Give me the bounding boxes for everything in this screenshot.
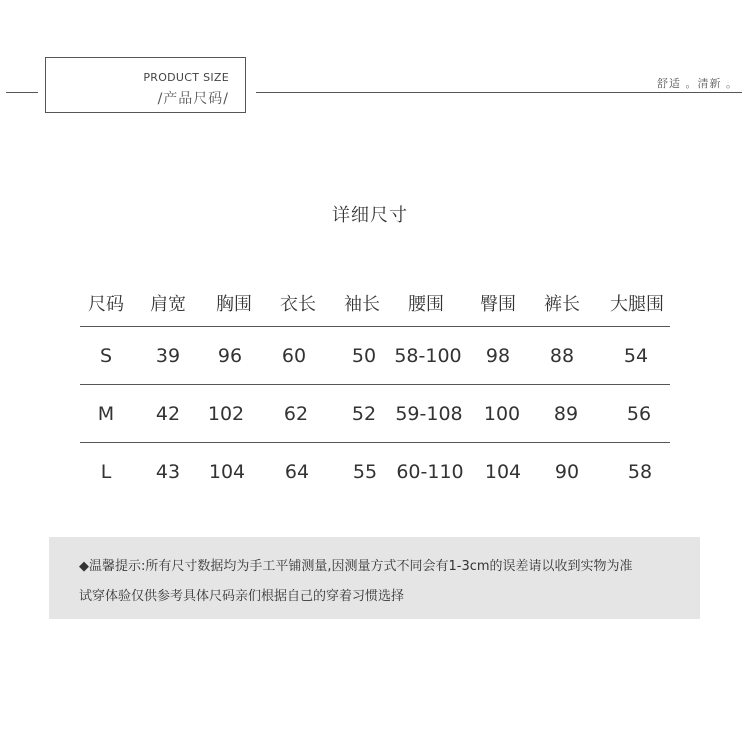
column-header: 腰围 xyxy=(408,294,444,315)
header-rule-left xyxy=(6,92,38,93)
table-cell: 90 xyxy=(554,460,580,483)
size-table xyxy=(80,280,670,500)
table-cell: 50 xyxy=(351,344,377,367)
table-cell: M xyxy=(97,402,115,425)
table-header-row xyxy=(80,280,670,327)
table-row xyxy=(80,443,670,500)
table-cell: 100 xyxy=(483,402,521,425)
notice-line-2: 试穿体验仅供参考具体尺码亲们根据自己的穿着习惯选择 xyxy=(79,589,405,604)
table-cell: 52 xyxy=(351,402,377,425)
table-cell: 104 xyxy=(208,460,246,483)
table-cell: 59-108 xyxy=(395,402,463,425)
table-cell: 88 xyxy=(549,344,575,367)
table-row xyxy=(80,385,670,443)
table-cell: S xyxy=(99,344,113,367)
column-header: 裤长 xyxy=(544,294,580,315)
table-cell: 62 xyxy=(283,402,309,425)
header-title-cn: /产品尺码/ xyxy=(157,91,229,107)
column-header: 肩宽 xyxy=(150,294,186,315)
header-rule-right xyxy=(256,92,742,93)
column-header: 衣长 xyxy=(280,294,316,315)
column-header: 胸围 xyxy=(216,294,252,315)
table-cell: 104 xyxy=(484,460,522,483)
table-cell: 43 xyxy=(155,460,181,483)
header-tagline: 舒适 。清新 。 xyxy=(657,77,738,90)
table-cell: 60 xyxy=(281,344,307,367)
table-cell: 39 xyxy=(155,344,181,367)
table-cell: 58-100 xyxy=(394,344,462,367)
table-cell: 96 xyxy=(217,344,243,367)
table-cell: 64 xyxy=(284,460,310,483)
table-cell: 102 xyxy=(207,402,245,425)
section-title: 详细尺寸 xyxy=(332,205,408,226)
header-title-box xyxy=(45,57,246,113)
header-title-en: PRODUCT SIZE xyxy=(143,71,229,84)
table-cell: 55 xyxy=(352,460,378,483)
column-header: 大腿围 xyxy=(610,294,664,315)
notice-line-1: ◆温馨提示:所有尺寸数据均为手工平铺测量,因测量方式不同会有1-3cm的误差请以收到实物为准 xyxy=(79,559,633,574)
column-header: 袖长 xyxy=(344,294,380,315)
table-cell: 60-110 xyxy=(396,460,464,483)
table-cell: 42 xyxy=(155,402,181,425)
table-cell: 58 xyxy=(627,460,653,483)
size-notice-panel xyxy=(49,537,700,619)
table-cell: 98 xyxy=(485,344,511,367)
table-cell: L xyxy=(100,460,112,483)
table-cell: 54 xyxy=(623,344,649,367)
column-header: 尺码 xyxy=(88,294,124,315)
table-row xyxy=(80,327,670,385)
column-header: 臀围 xyxy=(480,294,516,315)
table-cell: 89 xyxy=(553,402,579,425)
table-cell: 56 xyxy=(626,402,652,425)
